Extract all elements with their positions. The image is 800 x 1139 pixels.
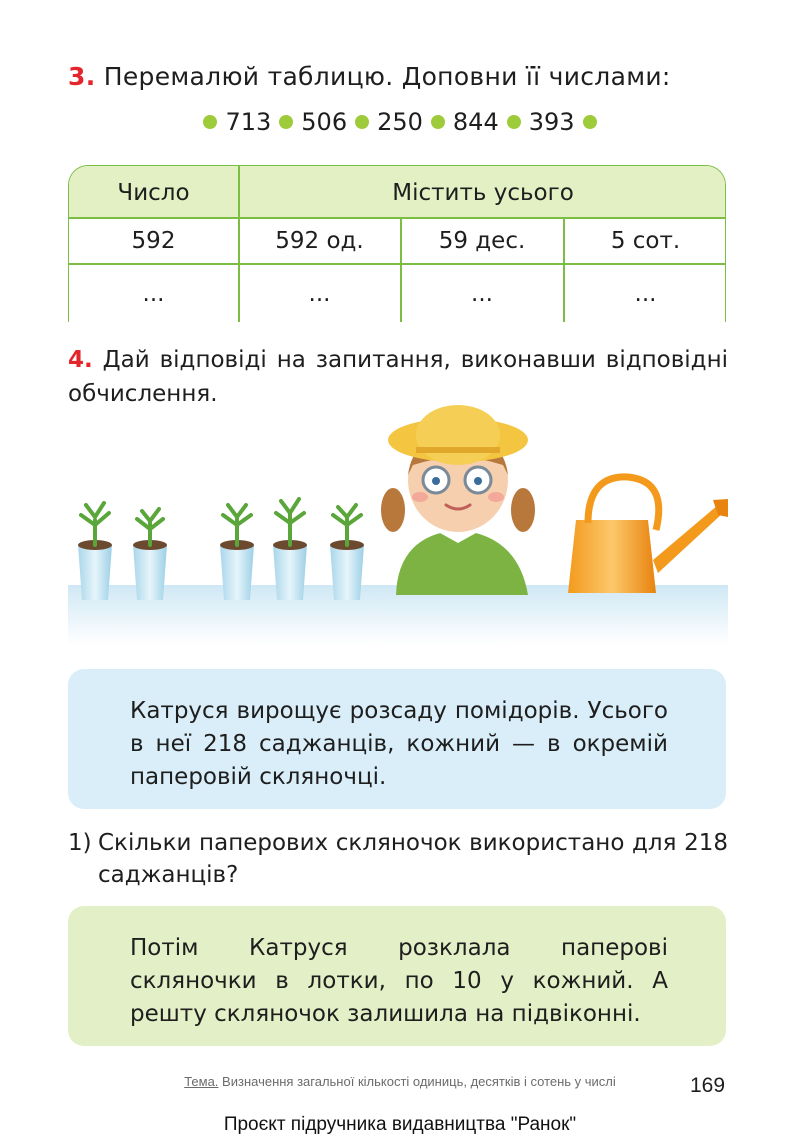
task-3-heading (68, 62, 671, 91)
task-text: Перемалюй таблицю. Доповни її числами: (103, 62, 671, 91)
watering-can-icon (568, 477, 728, 593)
table-cell: 592 (131, 228, 176, 254)
number-item: 844 (452, 108, 499, 136)
table-cell: 5 сот. (610, 228, 681, 254)
numbers-list (0, 108, 800, 136)
task-number: 4. (68, 347, 93, 373)
number-item: 393 (528, 108, 575, 136)
task-number: 3. (68, 62, 96, 91)
illustration-seedlings-girl-watering-can (68, 395, 728, 645)
topic-label: Тема. (184, 1074, 219, 1089)
table-cell: ... (471, 281, 493, 307)
question-text: Скільки паперових скляночок використано для 218 саджанців? (98, 830, 728, 888)
number-item: 250 (377, 108, 423, 136)
number-table (68, 165, 726, 322)
seedling-cups (78, 499, 364, 600)
table-cell: ... (308, 281, 331, 307)
dot-bullet (279, 115, 293, 129)
number-item: 713 (225, 108, 272, 136)
girl-figure (381, 405, 535, 595)
question-label: 1) (68, 830, 92, 856)
page-number: 169 (690, 1074, 726, 1097)
number-item: 506 (301, 108, 348, 136)
table-cell: ... (634, 281, 657, 307)
dot-bullet (583, 115, 597, 129)
table-frame (68, 165, 726, 322)
footer-topic (150, 1073, 650, 1090)
dot-bullet (507, 115, 521, 129)
publisher-line: Проєкт підручника видавництва "Ранок" (223, 1114, 577, 1135)
table-cell: 59 дес. (438, 228, 526, 254)
story-box-green (68, 906, 726, 1046)
story-text: Катруся вирощує розсаду помідорів. Усього в неї 218 саджанців, кожний — в окремій паперовій скляночці. (130, 698, 668, 790)
table-divider (69, 263, 725, 265)
topic-text: Визначення загальної кількості одиниць, десятків і сотень у числі (222, 1074, 616, 1089)
task-text: Дай відповіді на запитання, виконавши відповідні обчислення. (68, 347, 729, 407)
story-box-blue (68, 669, 726, 809)
header-number: Число (117, 180, 190, 206)
table-cell: 592 од. (275, 228, 364, 254)
header-contains: Містить усього (392, 180, 574, 206)
dot-bullet (355, 115, 369, 129)
dot-bullet (203, 115, 217, 129)
table-divider (69, 217, 725, 219)
story-text: Потім Катруся розклала паперові скляночки в лотки, по 10 у кожний. А решту скляночок залишила на підвіконні. (130, 935, 668, 1027)
table-cell: ... (142, 281, 165, 307)
dot-bullet (431, 115, 445, 129)
question-1 (68, 827, 728, 891)
